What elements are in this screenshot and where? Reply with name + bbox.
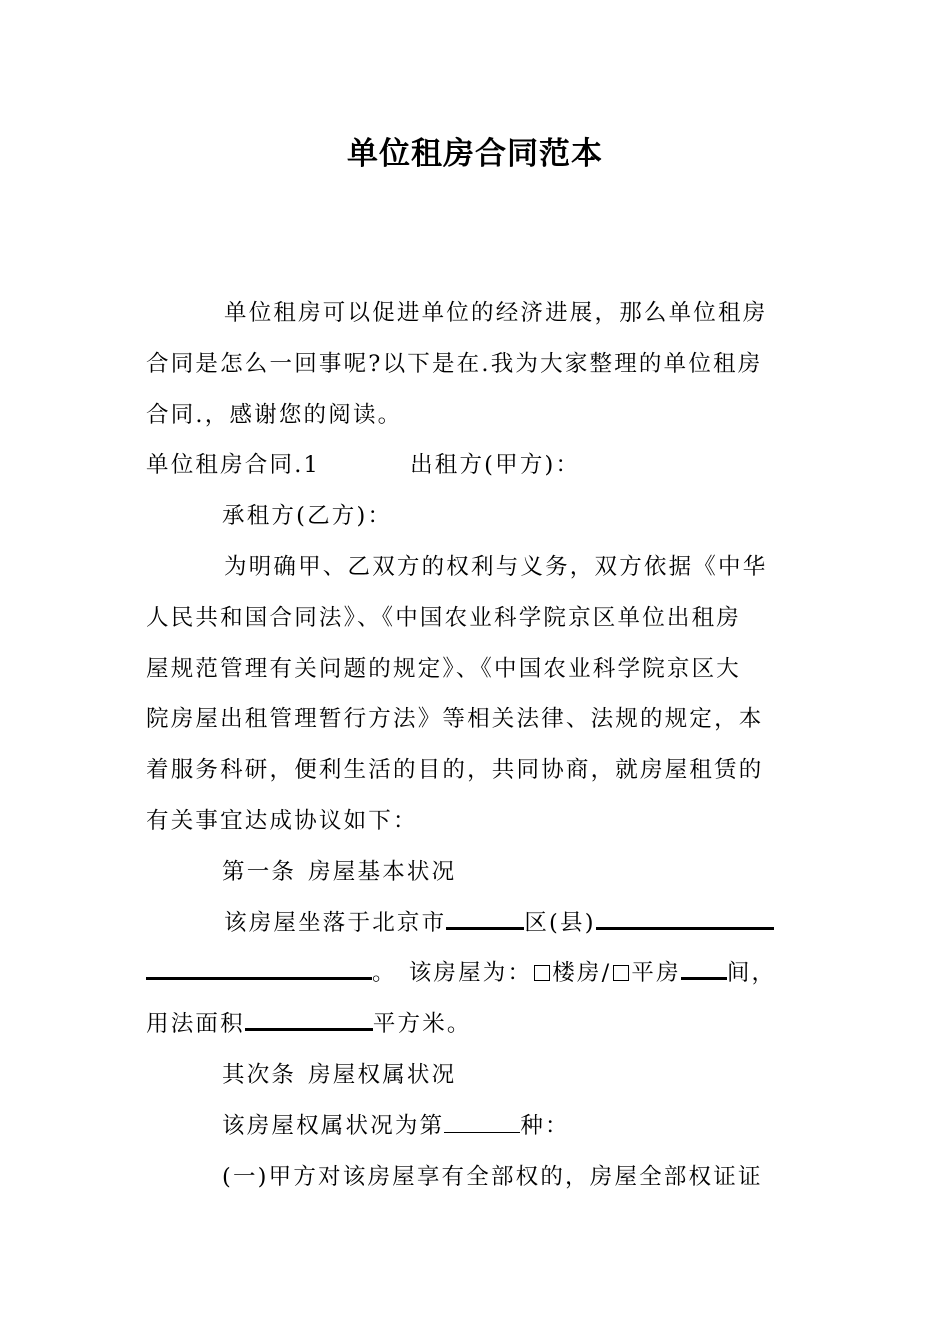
paragraph-line: 单位租房可以促进单位的经济进展，那么单位租房 [224, 300, 768, 326]
document-body [146, 288, 806, 1202]
article-number: 其次条 [222, 1061, 297, 1088]
paragraph-line: 人民共和国合同法》、《中国农业科学院京区单位出租房 [146, 604, 742, 631]
lessee-line [146, 491, 806, 542]
page-title: 单位租房合同范本 [347, 136, 603, 172]
checkbox-icon [613, 965, 629, 981]
lessee-label: 承租方(乙方)： [222, 503, 393, 530]
paragraph-line: 为明确甲、乙双方的权利与义务，双方依据《中华 [224, 553, 768, 580]
address-line: 该房屋坐落于北京市 区(县) [146, 898, 806, 949]
contract-number: 单位租房合同.1 [146, 452, 321, 479]
checkbox-icon [534, 965, 550, 981]
district-blank [446, 909, 524, 930]
rooms-blank [681, 959, 727, 980]
article-title: 房屋权属状况 [308, 1061, 457, 1088]
area-blank [245, 1010, 373, 1031]
paragraph-line: 合同.，感谢您的阅读。 [146, 401, 403, 428]
article-number: 第一条 [222, 858, 297, 885]
contract-heading-line [146, 440, 806, 491]
paragraph-line: 院房屋出租管理暂行方法》等相关法律、法规的规定，本 [146, 706, 764, 733]
address-blank [596, 909, 774, 930]
paragraph-line: (一)甲方对该房屋享有全部权的，房屋全部权证证 [222, 1163, 763, 1190]
ownership-line: 该房屋权属状况为第 种： [222, 1112, 570, 1139]
area-line: 用法面积 平方米。 [146, 1011, 472, 1038]
paragraph-line: 着服务科研，便利生活的目的，共同协商，就房屋租赁的 [146, 757, 764, 784]
article-title: 房屋基本状况 [308, 858, 457, 885]
lessor-label: 出租方(甲方)： [410, 452, 581, 479]
article-heading [146, 847, 806, 898]
paragraph-line: 有关事宜达成协议如下： [146, 807, 418, 834]
house-type-line: 。 该房屋为： 楼房/ 平房 间， [146, 948, 806, 999]
paragraph-line: 屋规范管理有关问题的规定》、《中国农业科学院京区大 [146, 655, 742, 682]
address-blank-cont [146, 959, 372, 980]
article-heading [146, 1050, 806, 1101]
paragraph-line: 合同是怎么一回事呢?以下是在.我为大家整理的单位租房 [146, 350, 763, 377]
ownership-blank [444, 1114, 520, 1133]
